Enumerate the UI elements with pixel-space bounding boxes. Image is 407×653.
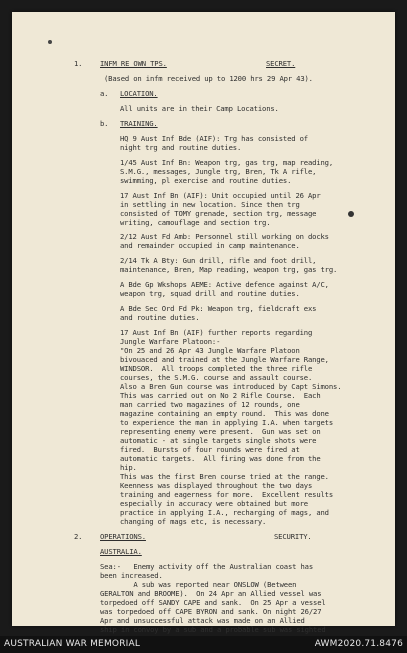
- text-line: This was the first Bren course tried at the range.: [120, 472, 329, 481]
- sub-label: b.: [100, 119, 109, 128]
- text-line: HQ 9 Aust Inf Bde (AIF): Trg has consisted of: [120, 134, 308, 143]
- sub-heading: LOCATION.: [120, 89, 158, 98]
- text-line: Also a Bren Gun course was introduced by Capt Simons.: [120, 382, 342, 391]
- text-line: consisted of TOMY grenade, section trg, message: [120, 209, 317, 218]
- text-line: to experience the man in applying I.A. when targets: [120, 418, 334, 427]
- sub-heading: AUSTRALIA.: [100, 547, 142, 556]
- text-line: man carried two magazines of 12 rounds, one: [120, 400, 300, 409]
- sub-label: a.: [100, 89, 109, 98]
- text-line: and routine duties.: [120, 313, 200, 322]
- text-line: automatic - at single targets single shots were: [120, 436, 317, 445]
- text-line: and remainder occupied in camp maintenance.: [120, 241, 300, 250]
- text-line: fired. Bursts of four rounds were fired at: [120, 445, 300, 454]
- text-line: maintenance, Bren, Map reading, weapon trg, gas trg.: [120, 265, 338, 274]
- text-line: Keenness was displayed throughout the two days: [120, 481, 313, 490]
- text-line: 17 Aust Inf Bn (AIF) further reports regarding: [120, 328, 313, 337]
- document-page: [12, 12, 395, 634]
- section-heading: INFM RE OWN TPS.: [100, 59, 167, 68]
- text-line: weapon trg, squad drill and routine duties.: [120, 289, 300, 298]
- based-on-note: (Based on infm received up to 1200 hrs 29 Apr 43).: [104, 74, 313, 83]
- punch-hole-mark: [348, 211, 354, 217]
- text-line: automatic targets. All firing was done from the: [120, 454, 321, 463]
- text-line: "On 25 and 26 Apr 43 Jungle Warfare Platoon: [120, 346, 300, 355]
- text-line: 1/45 Aust Inf Bn: Weapon trg, gas trg, map reading,: [120, 158, 334, 167]
- text-line: A Bde Gp Wkshops AEME: Active defence against A/C,: [120, 280, 329, 289]
- text-line: training and eagerness for more. Excellent results: [120, 490, 334, 499]
- text-line: S.M.G., messages, Jungle trg, Bren, Tk A rifle,: [120, 167, 317, 176]
- classification-label: SECRET.: [266, 59, 296, 68]
- text-line: 2/12 Aust Fd Amb: Personnel still working on docks: [120, 232, 329, 241]
- text-line: Jungle Warfare Platoon:-: [120, 337, 221, 346]
- text-line: courses, the S.M.G. course and assault course.: [120, 373, 313, 382]
- text-line: magazine containing an empty round. This was done: [120, 409, 329, 418]
- classification-label: SECURITY.: [274, 532, 312, 541]
- text-line: night trg and routine duties.: [120, 143, 242, 152]
- text-line: Apr and unsuccessful attack was made on an Allied: [100, 616, 305, 625]
- item-number: 1.: [74, 59, 83, 68]
- text-line: swimming, pl exercise and routine duties.: [120, 176, 292, 185]
- section-heading: OPERATIONS.: [100, 532, 146, 541]
- text-line: especially in accuracy were obtained but more: [120, 499, 308, 508]
- text-line: changing of mags etc, is necessary.: [120, 517, 267, 526]
- text-line: A Bde Sec Ord Fd Pk: Weapon trg, fieldcraft exs: [120, 304, 317, 313]
- footer-institution: AUSTRALIAN WAR MEMORIAL: [4, 639, 141, 649]
- text-line: writing, camouflage and section trg.: [120, 218, 271, 227]
- text-line: This was carried out on No 2 Rifle Course. Each: [120, 391, 321, 400]
- sub-heading: TRAINING.: [120, 119, 158, 128]
- text-line: representing enemy were present. Gun was set on: [120, 427, 321, 436]
- archive-footer: [0, 636, 407, 653]
- paragraph: All units are in their Camp Locations.: [120, 104, 279, 113]
- text-line: bivouaced and trained at the Jungle Warfare Range,: [120, 355, 329, 364]
- item-number: 2.: [74, 532, 83, 541]
- text-line: WINDSOR. All troops completed the three rifle: [120, 364, 313, 373]
- text-line: been increased.: [100, 571, 163, 580]
- text-line: 17 Aust Inf Bn (AIF): Unit occupied until 26 Apr: [120, 191, 321, 200]
- footer-accession-number: AWM2020.71.8476: [314, 639, 403, 649]
- text-line: ship in convoy by a sub and a probable sub was sighted: [100, 625, 326, 634]
- text-line: 2/14 Tk A Bty: Gun drill, rifle and foot drill,: [120, 256, 317, 265]
- text-line: GERALTON and BROOME). On 24 Apr an Allied vessel was: [100, 589, 322, 598]
- text-line: Sea:- Enemy activity off the Australian coast has: [100, 562, 314, 571]
- text-line: in settling in new location. Since then trg: [120, 200, 300, 209]
- text-line: was torpedoed off CAPE BYRON and sank. On night 26/27: [100, 607, 322, 616]
- text-line: torpedoed off SANDY CAPE and sank. On 25 Apr a vessel: [100, 598, 326, 607]
- text-line: A sub was reported near ONSLOW (Between: [100, 580, 297, 589]
- punch-hole-mark: [48, 40, 52, 44]
- text-line: practice in applying I.A., recharging of mags, and: [120, 508, 329, 517]
- text-line: hip.: [120, 463, 137, 472]
